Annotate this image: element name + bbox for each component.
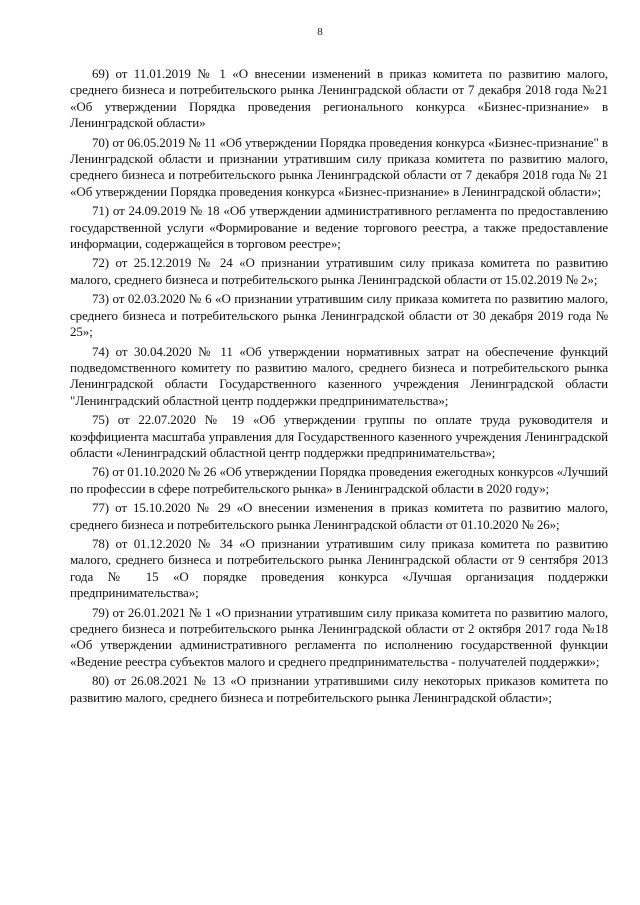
list-item: 72) от 25.12.2019 № 24 «О признании утратившим силу приказа комитета по развитию малого, среднего бизнеса и потребительского рынка Ленинградской области от 15.02.2019 № 2»;: [70, 255, 608, 287]
list-item: 76) от 01.10.2020 № 26 «Об утверждении Порядка проведения ежегодных конкурсов «Лучший по профессии в сфере потребительского рынка» в Ленинградской области в 2020 году»;: [70, 464, 608, 496]
list-item: 75) от 22.07.2020 № 19 «Об утверждении группы по оплате труда руководителя и коэффициента масштаба управления для Государственного казенного учреждения Ленинградской области «Ленинградский областной центр поддержки предпринимательства»;: [70, 412, 608, 460]
page-number: 8: [317, 26, 323, 38]
list-item: 77) от 15.10.2020 № 29 «О внесении изменения в приказ комитета по развитию малого, среднего бизнеса и потребительского рынка Ленинградской области от 01.10.2020 № 26»;: [70, 500, 608, 532]
list-item: 71) от 24.09.2019 № 18 «Об утверждении административного регламента по предоставлению государственной услуги «Формирование и ведение торгового реестра, а также предоставление информации, содержащейся в торговом реестре»;: [70, 203, 608, 252]
list-item: 79) от 26.01.2021 № 1 «О признании утратившим силу приказа комитета по развитию малого, среднего бизнеса и потребительского рынка Ленинградской области от 2 октября 2017 года №18 «Об утверждении административного регламента по исполнению государственной функции «Ведение реестра субъектов малого и среднего предпринимательства - получателей поддержки»;: [70, 604, 608, 669]
document-body: [70, 66, 608, 709]
list-item: 80) от 26.08.2021 № 13 «О признании утратившими силу некоторых приказов комитета по развитию малого, среднего бизнеса и потребительского рынка Ленинградской области»;: [70, 673, 608, 705]
list-item: 73) от 02.03.2020 № 6 «О признании утратившим силу приказа комитета по развитию малого, среднего бизнеса и потребительского рынка Ленинградской области от 30 декабря 2019 года № 25»;: [70, 291, 608, 340]
list-item: 74) от 30.04.2020 № 11 «Об утверждении нормативных затрат на обеспечение функций подведомственного комитету по развитию малого, среднего бизнеса и потребительского рынка Ленинградской области Государственного казенного учреждения Ленинградской области "Ленинградский областной центр поддержки предпринимательства»;: [70, 343, 608, 408]
list-item: 70) от 06.05.2019 № 11 «Об утверждении Порядка проведения конкурса «Бизнес-признание" в Ленинградской области и признании утратившим силу приказа комитета по развитию малого, среднего бизнеса и потребительского рынка Ленинградской области от 7 декабря 2018 года № 21 «Об утверждении Порядка проведения конкурса «Бизнес-признание» в Ленинградской области»;: [70, 134, 608, 199]
list-item: 78) от 01.12.2020 № 34 «О признании утратившим силу приказа комитета по развитию малого, среднего бизнеса и потребительского рынка Ленинградской области от 9 сентября 2013 года № 15 «О порядке проведения конкурса «Лучшая организация поддержки предпринимательства»;: [70, 535, 608, 601]
list-item: 69) от 11.01.2019 № 1 «О внесении изменений в приказ комитета по развитию малого, среднего бизнеса и потребительского рынка Ленинградской области от 7 декабря 2018 года №21 «Об утверждении Порядка проведения регионального конкурса «Бизнес-признание» в Ленинградской области»: [70, 66, 608, 131]
